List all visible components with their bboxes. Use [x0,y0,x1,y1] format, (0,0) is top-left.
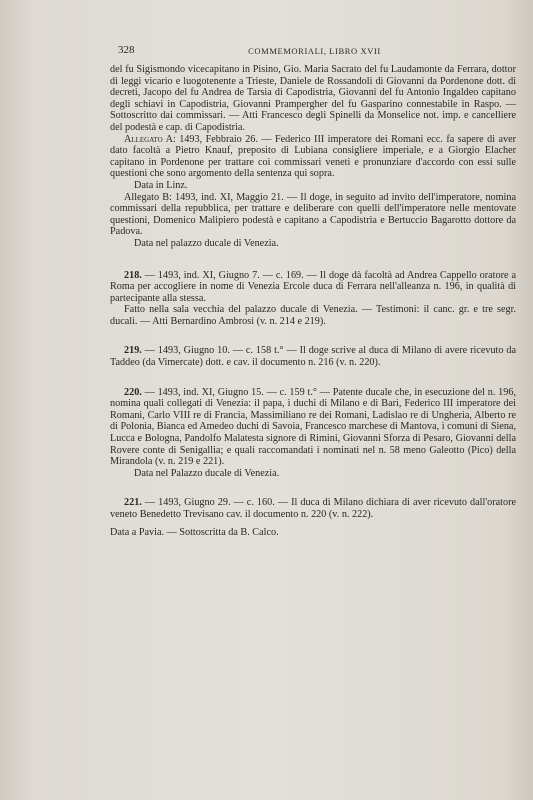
page-body [110,64,516,538]
entry-218 [110,270,516,328]
page-header [118,44,511,58]
entry-220 [110,387,516,480]
entry-number: 219. [124,345,142,357]
entry-tail: Data a Pavia. — Sottoscritta da B. Calco. [110,526,279,538]
entry-number: 220. [124,386,142,398]
allegato-b-label: Allegato B [124,191,170,203]
page-number: 328 [118,44,135,56]
entry-number: 221. [124,497,142,509]
allegato-b-data: Data nel palazzo ducale di Venezia. [134,237,279,249]
allegato-a-label: Allegato A [124,133,173,145]
continuation-paragraph: del fu Sigismondo vicecapitano in Pisino, Gio. Maria Sacrato del fu Laudamonte da Ferrara, dottor di leggi vicario e luogotenente a Trieste, Daniele de Rossandoli di Giovanni da Pordenone dott. di decreti, Jacopo del fu Andrea de Tarsia di Capodistria, Giovanni del fu Antonio Ingaldeo capitano degli schiavi in Capodistria, Giovanni Prampergher del fu Gasparino connestabile in Raspo. — Sottoscritto dai commissari. — Atti Francesco degli Spinelli da Monselice not. imp. e cancelliere del podestà e cap. di Capodistria. [110,64,516,133]
entry-text [110,497,516,520]
entry-219 [110,345,516,368]
entry-tail: Data nel Palazzo ducale di Venezia. [134,467,280,479]
entry-tail: Fatto nella sala vecchia del palazzo ducale di Venezia. — Testimoni: il canc. gr. e tre segr. ducali. — Atti Bernardino Ambrosi (v. n. 214 e 219). [110,304,516,327]
entry-text [110,270,516,305]
entry-body: — 1493, Giugno 29. — c. 160. — Il duca di Milano dichiara di aver ricevuto dall'oratore veneto Benedetto Trevisano cav. il documento n. 220 (v. n. 222). [110,497,516,520]
running-title: COMMEMORIALI, LIBRO XVII [248,46,381,56]
entry-221 [110,497,516,538]
entry-body: — 1493, ind. XI, Giugno 15. — c. 159 t.° — Patente ducale che, in esecuzione del n. 196, nomina quali collegati di Venezia: il papa, i duchi di Milano e di Bari, Federico III imperatore dei Romani, Carlo VIII re di Francia, Massimiliano re dei Romani, Ladislao re di Ungheria, Alberto re di Polonia, Bianca ed Amedeo duchi di Savoia, Francesco marchese di Mantova, i comuni di Siena, Lucca e Bologna, Pandolfo Malatesta signore di Rimini, Giovanni Sforza di Pesaro, Giovanni della Rovere conte di Senigallia; e quali raccomandati i nominati nel n. 58 meno Galeotto (Pico) della Mirandola (v. n. 219 e 221). [110,386,516,468]
entry-body: — 1493, Giugno 10. — c. 158 t.° — Il doge scrive al duca di Milano di avere ricevuto da Taddeo (da Vimercate) dott. e cav. il documento n. 216 (v. n. 220). [110,345,516,369]
entry-text [110,345,516,368]
allegato-a-text: : 1493, Febbraio 26. — Federico III imperatore dei Romani ecc. fa sapere di aver dato facoltà a Pietro Knauf, preposito di Lubiana consigliere imperiale, e a Giorgio Elacher capitano in Pordenone per trattare coi commissari veneti e pronunziare d'accordo con essi sulle questioni che sono argomento della sentenza qui sopra. [110,133,516,180]
entry-body: — 1493, ind. XI, Giugno 7. — c. 169. — Il doge dà facoltà ad Andrea Cappello oratore a Roma per accogliere in nome di Venezia Ercole duca di Ferrara nell'alleanza n. 196, in qualità di partecipante alla stessa. [110,269,516,304]
entry-text [110,387,516,468]
allegato-b-paragraph [110,192,516,238]
entry-number: 218. [124,269,142,281]
allegato-b-text: : 1493, ind. XI, Maggio 21. — Il doge, in seguito ad invito dell'imperatore, nomina commissari della repubblica, per trattare e deliberare con quelli dell'imperatore nelle mentovate questioni, Domenico Malipiero podestà e capitano a Capodistria e Bertuccio Bagarotto dottore da Padova. [110,191,516,238]
allegato-a-paragraph [110,134,516,180]
allegato-a-data: Data in Linz. [134,179,188,191]
